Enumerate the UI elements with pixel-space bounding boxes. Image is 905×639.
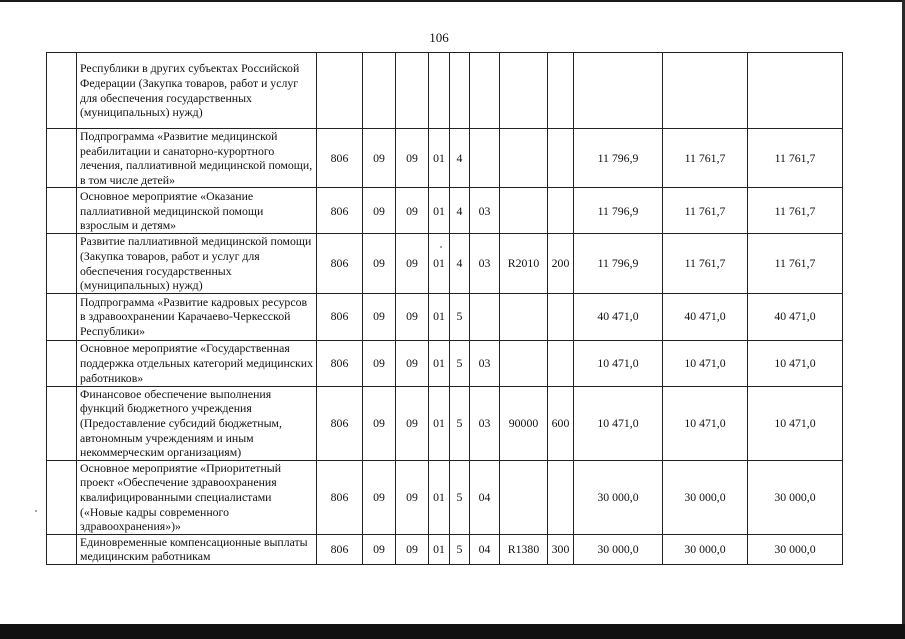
ministry-code-cell: 806 [317, 234, 363, 293]
amount-year-2-cell: 30 000,0 [663, 460, 748, 534]
budget-table [46, 52, 843, 565]
program-code-cell: 01 [429, 340, 450, 386]
item-name-cell: Развитие паллиативной медицинской помощи (Закупка товаров, работ и услуг для обеспечения государственных (муниципальных) нужд) [77, 234, 317, 293]
amount-year-1-cell: 11 796,9 [574, 129, 663, 188]
direction-code-cell [500, 293, 548, 340]
expense-type-cell: 300 [548, 534, 574, 564]
program-code-cell: 01 [429, 293, 450, 340]
direction-code-cell [500, 460, 548, 534]
subprogram-code-cell [450, 53, 470, 129]
row-number-cell [47, 386, 77, 460]
subsection-code-cell: 09 [396, 460, 429, 534]
section-code-cell: 09 [363, 293, 396, 340]
event-code-cell [470, 293, 500, 340]
amount-year-2-cell: 11 761,7 [663, 129, 748, 188]
ministry-code-cell: 806 [317, 534, 363, 564]
direction-code-cell: 90000 [500, 386, 548, 460]
program-code-cell: 01 [429, 234, 450, 293]
row-number-cell [47, 53, 77, 129]
section-code-cell: 09 [363, 340, 396, 386]
subprogram-code-cell: 5 [450, 386, 470, 460]
expense-type-cell [548, 188, 574, 234]
program-code-cell: 01 [429, 386, 450, 460]
event-code-cell: 03 [470, 188, 500, 234]
expense-type-cell [548, 460, 574, 534]
amount-year-2-cell: 11 761,7 [663, 234, 748, 293]
event-code-cell: 03 [470, 340, 500, 386]
table-row [47, 53, 843, 129]
table-row [47, 234, 843, 293]
amount-year-3-cell: 11 761,7 [748, 129, 843, 188]
section-code-cell: 09 [363, 386, 396, 460]
scan-speck [35, 510, 37, 512]
amount-year-3-cell [748, 53, 843, 129]
ministry-code-cell: 806 [317, 386, 363, 460]
row-number-cell [47, 340, 77, 386]
direction-code-cell: R2010 [500, 234, 548, 293]
subprogram-code-cell: 5 [450, 460, 470, 534]
expense-type-cell [548, 129, 574, 188]
subsection-code-cell: 09 [396, 234, 429, 293]
page-bottom-edge [0, 624, 905, 639]
subsection-code-cell: 09 [396, 386, 429, 460]
table-row [47, 340, 843, 386]
direction-code-cell [500, 340, 548, 386]
amount-year-2-cell [663, 53, 748, 129]
ministry-code-cell: 806 [317, 129, 363, 188]
event-code-cell: 04 [470, 460, 500, 534]
table-row [47, 534, 843, 564]
amount-year-1-cell: 30 000,0 [574, 460, 663, 534]
expense-type-cell [548, 53, 574, 129]
direction-code-cell [500, 129, 548, 188]
subsection-code-cell: 09 [396, 340, 429, 386]
table-row [47, 386, 843, 460]
table-row [47, 293, 843, 340]
program-code-cell: 01 [429, 534, 450, 564]
section-code-cell: 09 [363, 534, 396, 564]
direction-code-cell [500, 188, 548, 234]
amount-year-3-cell: 11 761,7 [748, 188, 843, 234]
amount-year-1-cell: 30 000,0 [574, 534, 663, 564]
section-code-cell [363, 53, 396, 129]
program-code-cell: 01 [429, 460, 450, 534]
section-code-cell: 09 [363, 129, 396, 188]
expense-type-cell [548, 340, 574, 386]
table-row [47, 188, 843, 234]
subprogram-code-cell: 4 [450, 188, 470, 234]
expense-type-cell: 200 [548, 234, 574, 293]
page-number: 106 [429, 30, 449, 45]
row-number-cell [47, 293, 77, 340]
ministry-code-cell: 806 [317, 293, 363, 340]
amount-year-2-cell: 30 000,0 [663, 534, 748, 564]
event-code-cell: 03 [470, 386, 500, 460]
direction-code-cell: R1380 [500, 534, 548, 564]
item-name-cell: Финансовое обеспечение выполнения функций бюджетного учреждения (Предоставление субсидий бюджетным, автономным учреждениям и иным некоммерческим организациям) [77, 386, 317, 460]
row-number-cell [47, 534, 77, 564]
amount-year-3-cell: 30 000,0 [748, 534, 843, 564]
amount-year-1-cell: 40 471,0 [574, 293, 663, 340]
subprogram-code-cell: 5 [450, 534, 470, 564]
subprogram-code-cell: 4 [450, 234, 470, 293]
amount-year-3-cell: 11 761,7 [748, 234, 843, 293]
budget-table-body [47, 53, 843, 565]
program-code-cell: 01 [429, 188, 450, 234]
table-row [47, 129, 843, 188]
subsection-code-cell [396, 53, 429, 129]
amount-year-2-cell: 40 471,0 [663, 293, 748, 340]
item-name-cell: Основное мероприятие «Оказание паллиативной медицинской помощи взрослым и детям» [77, 188, 317, 234]
ministry-code-cell [317, 53, 363, 129]
subsection-code-cell: 09 [396, 188, 429, 234]
item-name-cell: Республики в других субъектах Российской Федерации (Закупка товаров, работ и услуг для обеспечения государственных (муниципальных) нужд) [77, 53, 317, 129]
subprogram-code-cell: 4 [450, 129, 470, 188]
amount-year-3-cell: 40 471,0 [748, 293, 843, 340]
subprogram-code-cell: 5 [450, 293, 470, 340]
subprogram-code-cell: 5 [450, 340, 470, 386]
section-code-cell: 09 [363, 234, 396, 293]
amount-year-1-cell: 10 471,0 [574, 386, 663, 460]
program-code-cell [429, 53, 450, 129]
event-code-cell: 04 [470, 534, 500, 564]
item-name-cell: Подпрограмма «Развитие кадровых ресурсов в здравоохранении Карачаево-Черкесской Республики» [77, 293, 317, 340]
section-code-cell: 09 [363, 188, 396, 234]
row-number-cell [47, 188, 77, 234]
ministry-code-cell: 806 [317, 340, 363, 386]
event-code-cell [470, 129, 500, 188]
ministry-code-cell: 806 [317, 460, 363, 534]
row-number-cell [47, 129, 77, 188]
program-code-cell: 01 [429, 129, 450, 188]
item-name-cell: Единовременные компенсационные выплаты медицинским работникам [77, 534, 317, 564]
amount-year-3-cell: 10 471,0 [748, 386, 843, 460]
event-code-cell [470, 53, 500, 129]
amount-year-2-cell: 10 471,0 [663, 386, 748, 460]
amount-year-2-cell: 10 471,0 [663, 340, 748, 386]
amount-year-1-cell: 10 471,0 [574, 340, 663, 386]
section-code-cell: 09 [363, 460, 396, 534]
subsection-code-cell: 09 [396, 293, 429, 340]
expense-type-cell [548, 293, 574, 340]
row-number-cell [47, 234, 77, 293]
row-number-cell [47, 460, 77, 534]
amount-year-1-cell [574, 53, 663, 129]
item-name-cell: Основное мероприятие «Приоритетный проект «Обеспечение здравоохранения квалифицированными специалистами («Новые кадры современного здравоохранения»)» [77, 460, 317, 534]
subsection-code-cell: 09 [396, 534, 429, 564]
item-name-cell: Основное мероприятие «Государственная поддержка отдельных категорий медицинских работников» [77, 340, 317, 386]
page-top-edge [0, 0, 905, 2]
amount-year-3-cell: 30 000,0 [748, 460, 843, 534]
event-code-cell: 03 [470, 234, 500, 293]
ministry-code-cell: 806 [317, 188, 363, 234]
amount-year-1-cell: 11 796,9 [574, 234, 663, 293]
amount-year-2-cell: 11 761,7 [663, 188, 748, 234]
item-name-cell: Подпрограмма «Развитие медицинской реабилитации и санаторно-курортного лечения, паллиативной медицинской помощи, в том числе детей» [77, 129, 317, 188]
amount-year-3-cell: 10 471,0 [748, 340, 843, 386]
table-row [47, 460, 843, 534]
direction-code-cell [500, 53, 548, 129]
expense-type-cell: 600 [548, 386, 574, 460]
subsection-code-cell: 09 [396, 129, 429, 188]
amount-year-1-cell: 11 796,9 [574, 188, 663, 234]
